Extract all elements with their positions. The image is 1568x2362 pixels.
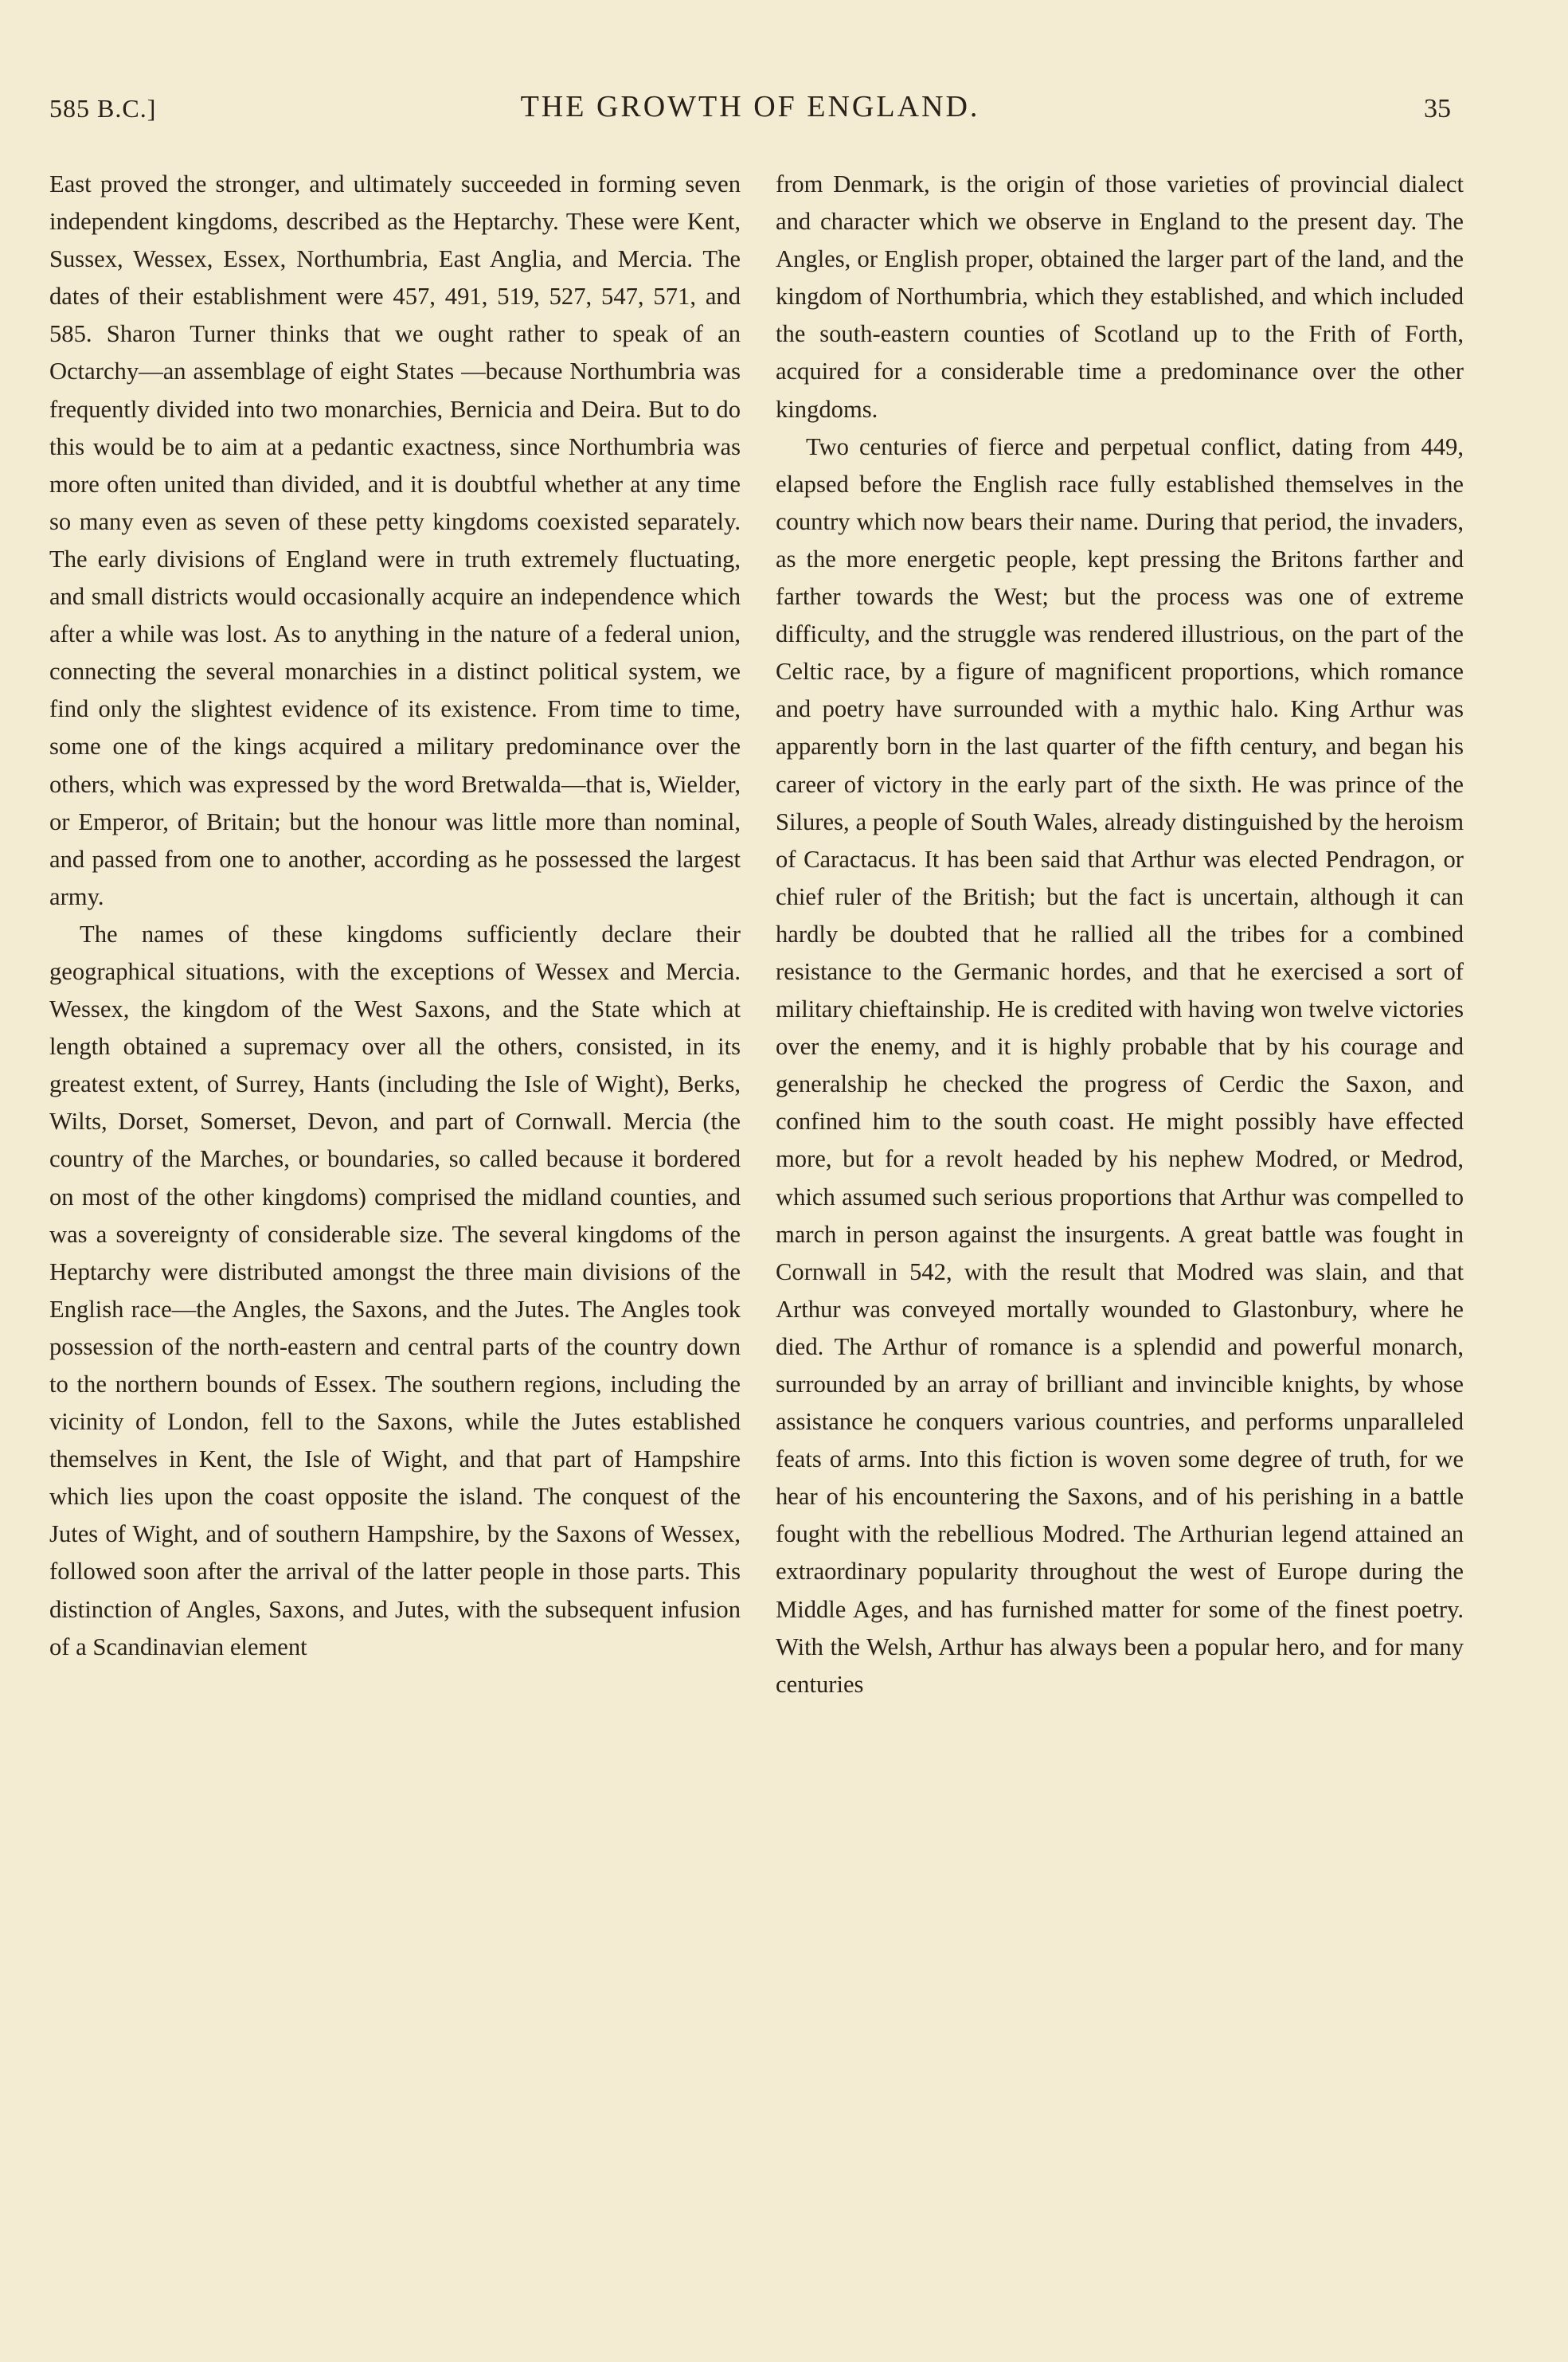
left-column [49,166,741,1666]
paragraph-continued: East proved the stronger, and ultimately succeeded in forming seven independent kingdoms, described as the Heptarchy. These were Kent, Sussex, Wessex, Essex, Northumbria, East Anglia, and Mercia. The dates of their establishment were 457, 491, 519, 527, 547, 571, and 585. Sharon Turner thinks that we ought rather to speak of an Octarchy—an assemblage of eight States —because Northumbria was frequently divided into two monarchies, Bernicia and Deira. But to do this would be to aim at a pedantic exactness, since Northumbria was more often united than divided, and it is doubtful whether at any time so many even as seven of these petty kingdoms coexisted separately. The early divisions of England were in truth extremely fluctuating, and small districts would occasionally acquire an independence which after a while was lost. As to anything in the nature of a federal union, connecting the several monarchies in a distinct political system, we find only the slightest evidence of its existence. From time to time, some one of the kings acquired a military predominance over the others, which was expressed by the word Bretwalda—that is, Wielder, or Emperor, of Britain; but the honour was little more than nominal, and passed from one to another, according as he possessed the largest army. [49,170,741,910]
right-column [776,166,1464,1703]
running-header [49,89,1451,137]
running-title: THE GROWTH OF ENGLAND. [520,90,980,123]
paragraph: Two centuries of fierce and perpetual conflict, dating from 449, elapsed before the English race fully established themselves in the country which now bears their name. During that period, the invaders, as the more energetic people, kept pressing the Britons farther and farther towards the West; but the process was one of extreme difficulty, and the struggle was rendered illustrious, on the part of the Celtic race, by a figure of magnificent proportions, which romance and poetry have surrounded with a mythic halo. King Arthur was apparently born in the last quarter of the fifth century, and began his career of victory in the early part of the sixth. He was prince of the Silures, a people of South Wales, already distinguished by the heroism of Caractacus. It has been said that Arthur was elected Pendragon, or chief ruler of the British; but the fact is uncertain, although it can hardly be doubted that he rallied all the tribes for a combined resistance to the Germanic hordes, and that he exercised a sort of military chieftainship. He is credited with having won twelve victories over the enemy, and it is highly probable that by his courage and generalship he checked the progress of Cerdic the Saxon, and confined him to the south coast. He might possibly have effected more, but for a revolt headed by his nephew Modred, or Medrod, which assumed such serious proportions that Arthur was compelled to march in person against the insurgents. A great battle was fought in Cornwall in 542, with the result that Modred was slain, and that Arthur was conveyed mortally wounded to Glastonbury, where he died. The Arthur of romance is a splendid and powerful monarch, surrounded by an array of brilliant and invincible knights, by whose assistance he conquers various countries, and performs unparalleled feats of arms. Into this fiction is woven some degree of truth, for we hear of his encountering the Saxons, and of his perishing in a battle fought with the rebellious Modred. The Arthurian legend attained an extraordinary popularity throughout the west of Europe during the Middle Ages, and has furnished matter for some of the finest poetry. With the Welsh, Arthur has always been a popular hero, and for many centuries [776,432,1464,1698]
header-date: 585 B.C.] [49,94,157,123]
paragraph: The names of these kingdoms sufficiently declare their geographical situations, with the exceptions of Wessex and Mercia. Wessex, the kingdom of the West Saxons, and the State which at length obtained a supremacy over all the others, consisted, in its greatest extent, of Surrey, Hants (including the Isle of Wight), Berks, Wilts, Dorset, Somerset, Devon, and part of Cornwall. Mercia (the country of the Marches, or boundaries, so called because it bordered on most of the other kingdoms) comprised the midland counties, and was a sovereignty of considerable size. The several kingdoms of the Heptarchy were distributed amongst the three main divisions of the English race—the Angles, the Saxons, and the Jutes. The Angles took possession of the north-eastern and central parts of the country down to the northern bounds of Essex. The southern regions, including the vicinity of London, fell to the Saxons, while the Jutes established themselves in Kent, the Isle of Wight, and that part of Hampshire which lies upon the coast opposite the island. The conquest of the Jutes of Wight, and of southern Hampshire, by the Saxons of Wessex, followed soon after the arrival of the latter people in those parts. This distinction of Angles, Saxons, and Jutes, with the subsequent infusion of a Scandinavian element [49,920,741,1660]
page-number: 35 [1424,94,1451,123]
paragraph-continued: from Denmark, is the origin of those varieties of provincial dialect and character which we observe in England to the present day. The Angles, or English proper, obtained the larger part of the land, and the kingdom of Northumbria, which they established, and which included the south-eastern counties of Scotland up to the Frith of Forth, acquired for a considerable time a predominance over the other kingdoms. [776,170,1464,423]
